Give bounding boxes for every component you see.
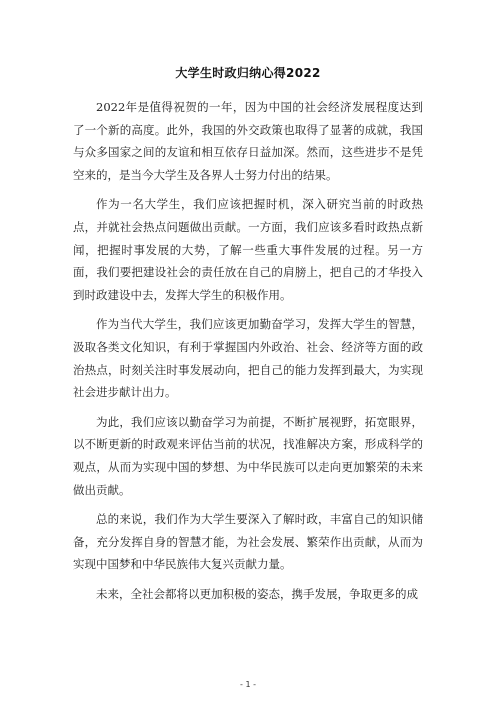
paragraph-2: 作为一名大学生，我们应该把握时机，深入研究当前的时政热点，并就社会热点问题做出贡献。一方面，我们应该多看时政热点新闻，把握时事发展的大势，了解一些重大事件发展的过程。另一方面，我们要把建设社会的责任放在自己的肩膀上，把自己的才华投入到时政建设中去，发挥大学生的积极作用。 (73, 197, 423, 302)
document-body (73, 96, 423, 612)
paragraph-3: 作为当代大学生，我们应该更加勤奋学习，发挥大学生的智慧，汲取各类文化知识，有利于掌握国内外政治、社会、经济等方面的政治热点，时刻关注时事发展动向，把自己的能力发挥到最大，为实现社会进步献计出力。 (73, 317, 423, 400)
paragraph-4: 为此，我们应该以勤奋学习为前提，不断扩展视野，拓宽眼界，以不断更新的时政观来评估当前的状况，找准解决方案，形成科学的观点，从而为实现中国的梦想、为中华民族可以走向更加繁荣的未来做出贡献。 (73, 414, 423, 497)
paragraph-6: 未来，全社会都将以更加积极的姿态，携手发展，争取更多的成 (96, 586, 418, 601)
paragraph-5: 总的来说，我们作为大学生要深入了解时政，丰富自己的知识储备，充分发挥自身的智慧才能，为社会发展、繁荣作出贡献，从而为实现中国梦和中华民族伟大复兴贡献力量。 (73, 512, 423, 572)
page-number: - 1 - (240, 680, 256, 689)
document-title: 大学生时政归纳心得2022 (175, 66, 321, 80)
paragraph-1: 2022年是值得祝贺的一年，因为中国的社会经济发展程度达到了一个新的高度。此外，我国的外交政策也取得了显著的成就，我国与众多国家之间的友谊和相互依存日益加深。然而，这些进步不是凭空来的，是当今大学生及各界人士努力付出的结果。 (73, 100, 423, 182)
